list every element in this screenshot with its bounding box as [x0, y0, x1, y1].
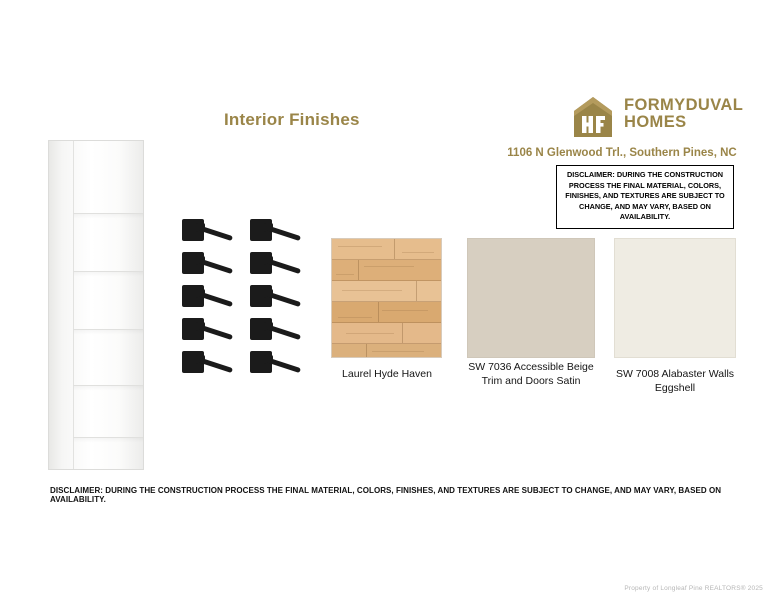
- wall-paint-caption-line1: SW 7008 Alabaster Walls: [615, 368, 735, 380]
- door-lever-icon: [250, 316, 306, 348]
- trim-paint-swatch: [467, 238, 595, 358]
- house-fh-monogram-icon: [570, 95, 616, 139]
- door-lever-icon: [250, 250, 306, 282]
- door-lever-icon: [182, 217, 238, 249]
- trim-paint-caption-line1: SW 7036 Accessible Beige: [468, 361, 594, 373]
- door-lever-icon: [182, 349, 238, 381]
- door-panel-shadow: [74, 214, 143, 226]
- brand-name-line2: HOMES: [624, 112, 687, 131]
- door-lever-icon: [250, 283, 306, 315]
- door-lever-icon: [250, 217, 306, 249]
- door-lever-icon: [182, 250, 238, 282]
- flooring-caption: Laurel Hyde Haven: [342, 368, 432, 380]
- copyright-notice: Property of Longleaf Pine REALTORS® 2025: [624, 585, 763, 592]
- door-lever-icon: [250, 349, 306, 381]
- door-panel-shadow: [74, 438, 143, 450]
- page-title: Interior Finishes: [224, 110, 360, 129]
- door-panel-shadow: [74, 386, 143, 398]
- flooring-swatch: [331, 238, 442, 358]
- disclaimer-box-text: DISCLAIMER: DURING THE CONSTRUCTION PROCESS THE FINAL MATERIAL, COLORS, FINISHES, AND TEXTURES ARE SUBJECT TO CHANGE, AND MAY VARY, BASED ON AVAILABILITY.: [565, 170, 725, 222]
- wall-paint-caption: [604, 368, 746, 396]
- property-address: 1106 N Glenwood Trl., Southern Pines, NC: [507, 147, 737, 159]
- trim-paint-caption-line2: Trim and Doors Satin: [481, 374, 581, 387]
- door-lever-icon: [182, 283, 238, 315]
- brand-name-line1: FORMYDUVAL: [624, 96, 744, 114]
- door-lever-icon: [182, 316, 238, 348]
- brand-wordmark: [624, 97, 743, 131]
- trim-paint-caption: [456, 361, 606, 389]
- door-panel-shadow: [74, 330, 143, 342]
- interior-door-sample: [48, 140, 144, 470]
- wall-paint-swatch: [614, 238, 736, 358]
- door-stile: [73, 141, 74, 469]
- door-panel-shadow: [74, 272, 143, 284]
- disclaimer-box: [556, 165, 734, 229]
- wall-paint-caption-line2: Eggshell: [654, 381, 696, 394]
- matte-black-door-levers: [178, 213, 318, 379]
- brand-logo: [570, 95, 760, 143]
- footer-disclaimer: DISCLAIMER: DURING THE CONSTRUCTION PROCESS THE FINAL MATERIAL, COLORS, FINISHES, AND TEXTURES ARE SUBJECT TO CHANGE, AND MAY VARY, BASED ON AVAILABILITY.: [50, 486, 722, 504]
